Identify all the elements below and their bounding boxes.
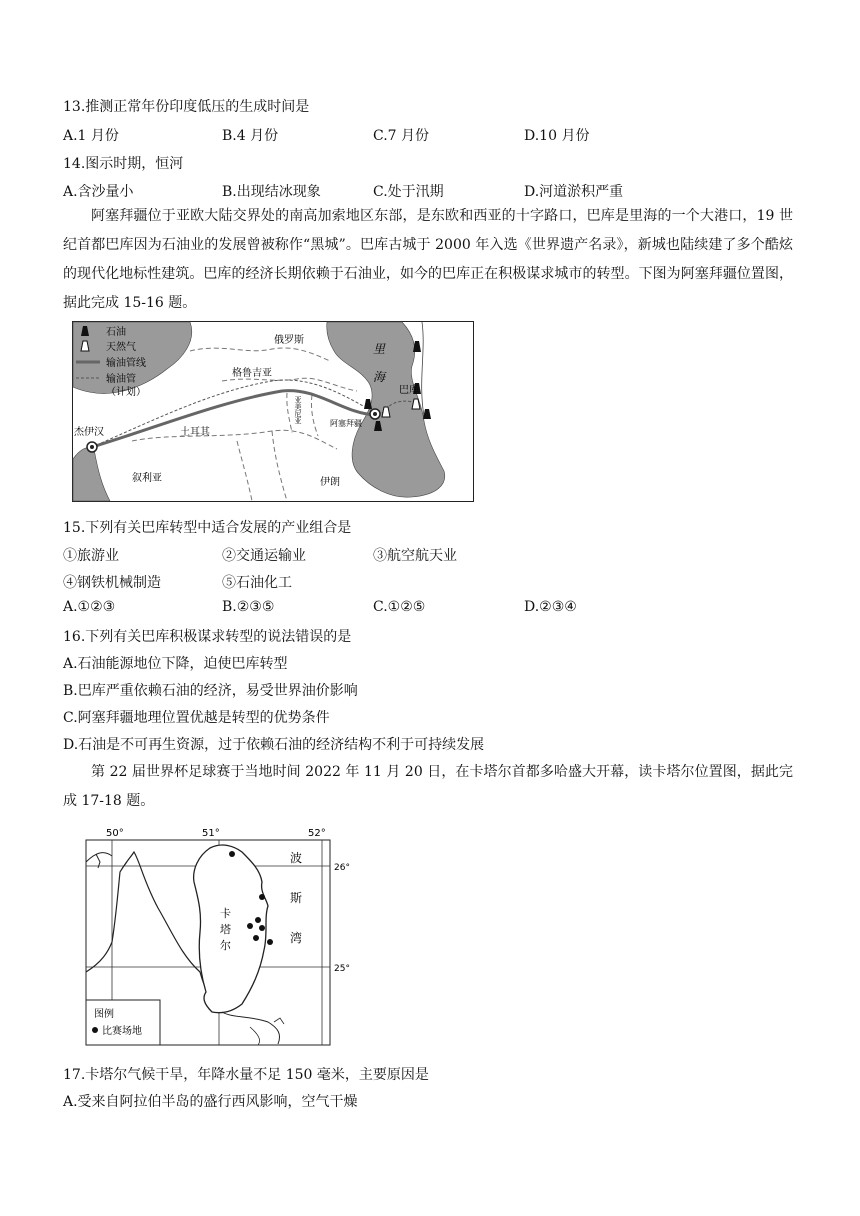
- stadium-marker: [259, 894, 265, 900]
- lon-label-51: 51°: [202, 828, 220, 839]
- legend-planned-label: 输油管: [106, 374, 136, 385]
- lon-label-52: 52°: [308, 828, 326, 839]
- q15-option-a: A.①②③: [63, 599, 116, 615]
- legend-gas-icon: [81, 341, 89, 351]
- question-14-stem: 14.图示时期，恒河: [63, 156, 184, 172]
- label-baku: 巴库: [399, 385, 419, 396]
- label-ceyhan: 杰伊汉: [74, 427, 104, 438]
- lat-label-25: 25°: [334, 964, 350, 974]
- label-qatar-3: 尔: [220, 939, 231, 952]
- label-gulf-3: 湾: [290, 931, 303, 945]
- q15-item-5: ⑤石油化工: [222, 575, 292, 591]
- label-iran: 伊朗: [320, 477, 340, 488]
- q14-option-b: B.出现结冰现象: [222, 184, 321, 200]
- label-gulf-1: 波: [290, 851, 303, 865]
- stadium-marker: [267, 939, 273, 945]
- q15-item-3: ③航空航天业: [373, 548, 457, 564]
- q14-option-a: A.含沙量小: [63, 184, 134, 200]
- legend-planned-note: （计划）: [106, 387, 146, 398]
- legend-stadium-icon: [92, 1027, 98, 1033]
- question-15-stem: 15.下列有关巴库转型中适合发展的产业组合是: [63, 520, 352, 536]
- passage-qatar: 第 22 届世界杯足球赛于当地时间 2022 年 11 月 20 日，在卡塔尔首都多哈盛大开幕，读卡塔尔位置图，据此完成 17-18 题。: [63, 764, 793, 809]
- passage-baku: 阿塞拜疆位于亚欧大陆交界处的南高加索地区东部，是东欧和西亚的十字路口，巴库是里海的一个大港口，19 世纪首都巴库因为石油业的发展曾被称作“黑城”。巴库古城于 2000 年入选《世界遗产名录》，新城也陆续建了多个酷炫的现代化地标性建筑。巴库的经济长期依赖于石油业，如今的巴库正在积极谋求城市的转型。下图为阿塞拜疆位置图，据此完成 15-16 题。: [63, 208, 793, 311]
- label-azerbaijan: 阿塞拜疆: [330, 419, 362, 428]
- label-qatar-2: 塔: [220, 923, 231, 936]
- stadium-marker: [253, 935, 259, 941]
- q17-option-a: A.受来自阿拉伯半岛的盛行西风影响，空气干燥: [63, 1094, 358, 1110]
- q15-item-4: ④钢铁机械制造: [63, 575, 161, 591]
- lat-label-26: 26°: [334, 863, 350, 873]
- label-armenia: 亚美尼亚: [294, 396, 302, 424]
- label-syria: 叙利亚: [132, 473, 162, 484]
- stadium-marker: [255, 917, 261, 923]
- lon-label-50: 50°: [106, 828, 124, 839]
- stadium-marker: [229, 851, 235, 857]
- label-gulf-2: 斯: [290, 891, 303, 905]
- stadium-marker: [247, 923, 253, 929]
- q16-option-b: B.巴库严重依赖石油的经济，易受世界油价影响: [63, 683, 358, 699]
- question-13-stem: 13.推测正常年份印度低压的生成时间是: [63, 99, 310, 115]
- label-caspian-2: 海: [373, 370, 386, 384]
- legend-title: 图例: [94, 1009, 114, 1020]
- q13-option-c: C.7 月份: [373, 128, 430, 144]
- legend-pipeline-label: 输油管线: [106, 358, 146, 369]
- q14-option-c: C.处于汛期: [373, 184, 444, 200]
- gas-symbol: [412, 399, 420, 409]
- legend-gas-label: 天然气: [106, 342, 136, 353]
- qatar-location-map: [82, 822, 372, 1052]
- gas-symbol: [382, 407, 390, 417]
- label-caspian-1: 里: [373, 342, 386, 356]
- q15-option-b: B.②③⑤: [222, 599, 275, 615]
- label-turkey: 土耳其: [180, 427, 210, 438]
- azerbaijan-location-map: [72, 321, 474, 502]
- stadium-marker: [259, 925, 265, 931]
- question-17-stem: 17.卡塔尔气候干旱，年降水量不足 150 毫米，主要原因是: [63, 1067, 429, 1083]
- q15-item-2: ②交通运输业: [222, 548, 306, 564]
- q15-item-1: ①旅游业: [63, 548, 119, 564]
- q15-option-d: D.②③④: [524, 599, 577, 615]
- q16-option-c: C.阿塞拜疆地理位置优越是转型的优势条件: [63, 710, 330, 726]
- label-georgia: 格鲁吉亚: [232, 368, 272, 379]
- q15-option-c: C.①②⑤: [373, 599, 426, 615]
- map-legend: [86, 1000, 160, 1045]
- q14-option-d: D.河道淤积严重: [524, 184, 624, 200]
- question-16-stem: 16.下列有关巴库积极谋求转型的说法错误的是: [63, 629, 352, 645]
- q16-option-a: A.石油能源地位下降，迫使巴库转型: [63, 656, 288, 672]
- q13-option-a: A.1 月份: [63, 128, 119, 144]
- label-russia: 俄罗斯: [274, 335, 304, 346]
- legend-stadium-label: 比赛场地: [102, 1026, 142, 1037]
- q16-option-d: D.石油是不可再生资源，过于依赖石油的经济结构不利于可持续发展: [63, 737, 485, 753]
- label-qatar-1: 卡: [220, 907, 231, 920]
- q13-option-b: B.4 月份: [222, 128, 279, 144]
- q13-option-d: D.10 月份: [524, 128, 590, 144]
- legend-oil-label: 石油: [106, 327, 126, 338]
